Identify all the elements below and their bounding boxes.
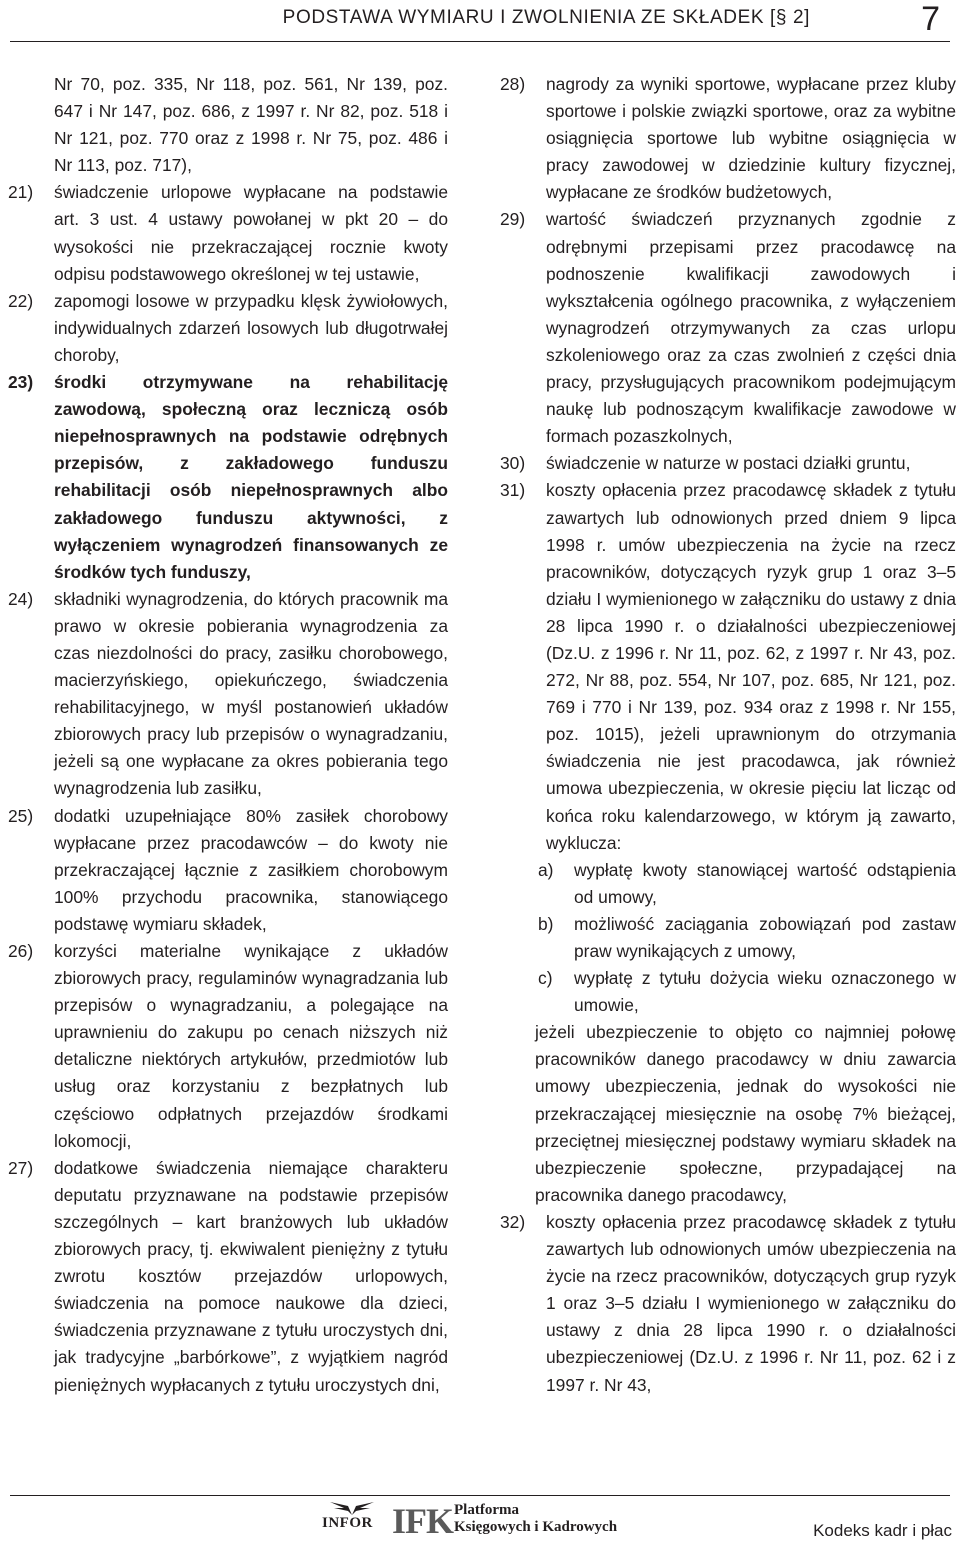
list-item-30 <box>500 450 956 477</box>
item-number: 25) <box>8 805 34 826</box>
sub-item-a <box>500 857 956 911</box>
item-text: korzyści materialne wynikające z układów zbiorowych pracy, regulaminów wynagradzania lub przepisów o wynagradzaniu, a polegające na uprawnieniu do zakupu po cenach niższych niż detaliczne niektórych artykułów, przedmiotów lub usług oraz korzystaniu z bezpłatnych lub częściowo odpłatnych przejazdów środkami lokomocji, <box>54 941 448 1151</box>
left-column <box>8 71 448 1399</box>
item-text: koszty opłacenia przez pracodawcę składek z tytułu zawartych lub odnowionych umów ubezpieczenia na życie na rzecz pracowników, dotyczących grup ryzyk 1 oraz 3–5 działu I wymienionego w załączniku do ustawy z dnia 28 lipca 1990 r. o działalności ubezpieczeniowej (Dz.U. z 1996 r. Nr 11, poz. 62 i z 1997 r. Nr 43, <box>546 1211 956 1395</box>
page-number: 7 <box>921 0 940 38</box>
item-text: wartość świadczeń przyznanych zgodnie z odrębnymi przepisami przez pracodawcę na podnoszenie kwalifikacji zawodowych i wykształcenia ogólnego pracownika, z wyłączeniem wynagrodzeń otrzymywanych za czas urlopu szkoleniowego oraz za czas zwolnień z części dnia pracy, przysługujących pracownikom podejmującym naukę lub podnoszącym kwalifikacje zawodowe w formach pozaszkolnych, <box>546 209 956 447</box>
item-text: dodatkowe świadczenia niemające charakteru deputatu przyznawane na podstawie przepisów szczególnych – kart branżowych lub układów zbiorowych pracy, tj. ekwiwalent pieniężny z tytułu zwrotu kosztów przejazdów urlopowych, świadczenia na pomoce naukowe dla dzieci, świadczenia przyznawane z tytułu uroczystych dni, jak tradycyjne „barbórkowe”, z wyjątkiem nagród pieniężnych wypłacanych z tytułu uroczystych dni, <box>54 1157 448 1395</box>
logo-ifk: IFK <box>392 1501 454 1541</box>
list-item-continuation <box>8 71 448 179</box>
item-number: 32) <box>500 1211 526 1232</box>
item-number: 28) <box>500 74 526 94</box>
item-text: zapomogi losowe w przypadku klęsk żywiołowych, indywidualnych zdarzeń losowych lub długotrwałej choroby, <box>54 290 448 365</box>
item-text: nagrody za wyniki sportowe, wypłacane przez kluby sportowe i polskie związki sportowe, oraz za wybitne osiągnięcia sportowe lub wybitne osiągnięcia w pracy zawodowej w dziedzinie kultury fizycznej, wypłacane ze środków budżetowych, <box>546 74 956 203</box>
item-text: świadczenie w naturze w postaci działki gruntu, <box>546 453 911 474</box>
page-header <box>0 0 960 42</box>
footer-divider <box>10 1495 950 1496</box>
item-text: koszty opłacenia przez pracodawcę składek z tytułu zawartych lub odnowionych przed dniem 9 lipca 1998 r. umów ubezpieczenia na życie na rzecz pracowników, dotyczących ryzyk grup 1 oraz 3–5 działu I wymienionego w załączniku do ustawy z dnia 28 lipca 1990 r. o działalności ubezpieczeniowej (Dz.U. z 1996 r. Nr 11, poz. 62, z 1997 r. Nr 43, poz. 272, Nr 88, poz. 554, Nr 107, poz. 685, Nr 121, poz. 769 i 770 i Nr 139, poz. 934 oraz z 1998 r. Nr 155, poz. 1015), jeżeli uprawnionym do otrzymania świadczenia nie jest pracodawca, jak również umowa ubezpieczenia, w okresie pięciu lat licząc od końca roku kalendarzowego, w którym ją zawarto, wyklucza: <box>546 480 956 853</box>
sub-item-text: możliwość zaciągania zobowiązań pod zastaw praw wynikających z umowy, <box>574 913 956 961</box>
list-item-21 <box>8 179 448 287</box>
publisher-logo <box>322 1500 652 1540</box>
eagle-icon <box>328 1500 376 1516</box>
item-number: 29) <box>500 209 526 230</box>
list-item-32 <box>500 1209 956 1399</box>
item-number: 24) <box>8 588 34 609</box>
sub-item-b <box>500 911 956 965</box>
list-item-23 <box>8 369 448 586</box>
sub-item-letter: a) <box>538 859 554 880</box>
logo-line-1: Platforma <box>454 1502 519 1518</box>
closing-paragraph: jeżeli ubezpieczenie to objęto co najmniej połowę pracowników danego pracodawcy w dniu zawarcia umowy ubezpieczenia, jednak do wysokości nie przekraczającej miesięcznie na osobę 7% bieżącej, przeciętnej miesięcznej podstawy wymiaru składek na ubezpieczenie społeczne, przypadającej na pracownika danego pracodawcy, <box>535 1022 956 1205</box>
sub-item-letter: b) <box>538 913 554 934</box>
footer-publication-title: Kodeks kadr i płac <box>813 1521 952 1540</box>
sub-item-c <box>500 965 956 1019</box>
list-item-27 <box>8 1155 448 1399</box>
item-number: 27) <box>8 1157 34 1178</box>
header-divider <box>10 41 950 42</box>
item-number: 22) <box>8 290 34 311</box>
item-text: środki otrzymywane na rehabilitację zawodową, społeczną oraz leczniczą osób niepełnosprawnych na podstawie odrębnych przepisów, z zakładowego funduszu rehabilitacji osób niepełnosprawnych albo zakładowego funduszu aktywności, z wyłączeniem wynagrodzeń finansowanych ze środków tych funduszy, <box>54 372 448 582</box>
sub-item-letter: c) <box>538 968 553 989</box>
list-item-22 <box>8 288 448 369</box>
item-text: Nr 70, poz. 335, Nr 118, poz. 561, Nr 139, poz. 647 i Nr 147, poz. 686, z 1997 r. Nr 82, poz. 518 i Nr 121, poz. 770 oraz z 1998 r. Nr 75, poz. 486 i Nr 113, poz. 717), <box>54 74 448 176</box>
logo-line-2: Księgowych i Kadrowych <box>454 1519 618 1535</box>
sub-item-text: wypłatę kwoty stanowiącej wartość odstąpienia od umowy, <box>574 859 956 907</box>
header-title: PODSTAWA WYMIARU I ZWOLNIENIA ZE SKŁADEK [§ 2] <box>282 7 810 28</box>
item-text: składniki wynagrodzenia, do których pracownik ma prawo w okresie pobierania wynagrodzenia za czas niezdolności do pracy, zasiłku chorobowego, macierzyńskiego, opiekuńczego, świadczenia rehabilitacyjnego, w myśl postanowień układów zbiorowych pracy lub przepisów o wynagradzaniu, jeżeli są one wypłacane za okres pobierania tego wynagrodzenia lub zasiłku, <box>54 588 448 799</box>
item-text: świadczenie urlopowe wypłacane na podstawie art. 3 ust. 4 ustawy powołanej w pkt 20 – do wysokości nie przekraczającej rocznie kwoty odpisu podstawowego określonej w tej ustawie, <box>54 182 448 284</box>
item-number: 23) <box>8 372 34 393</box>
item-number: 30) <box>500 453 526 474</box>
item-number: 26) <box>8 941 34 961</box>
list-item-24 <box>8 586 448 803</box>
list-item-28 <box>500 71 956 206</box>
logo-infor: INFOR <box>322 1515 373 1531</box>
item-number: 21) <box>8 182 34 203</box>
right-column <box>500 71 956 1399</box>
list-item-29 <box>500 206 956 450</box>
list-item-26 <box>8 938 448 1155</box>
item-number: 31) <box>500 480 526 501</box>
item-text: dodatki uzupełniające 80% zasiłek chorobowy wypłacane przez pracodawców – do kwoty nie przekraczającej łącznie z zasiłkiem chorobowym 100% przychodu pracownika, stanowiącego podstawę wymiaru składek, <box>54 805 448 934</box>
list-item-31 <box>500 477 956 856</box>
list-item-25 <box>8 803 448 938</box>
sub-item-text: wypłatę z tytułu dożycia wieku oznaczonego w umowie, <box>574 968 956 1016</box>
